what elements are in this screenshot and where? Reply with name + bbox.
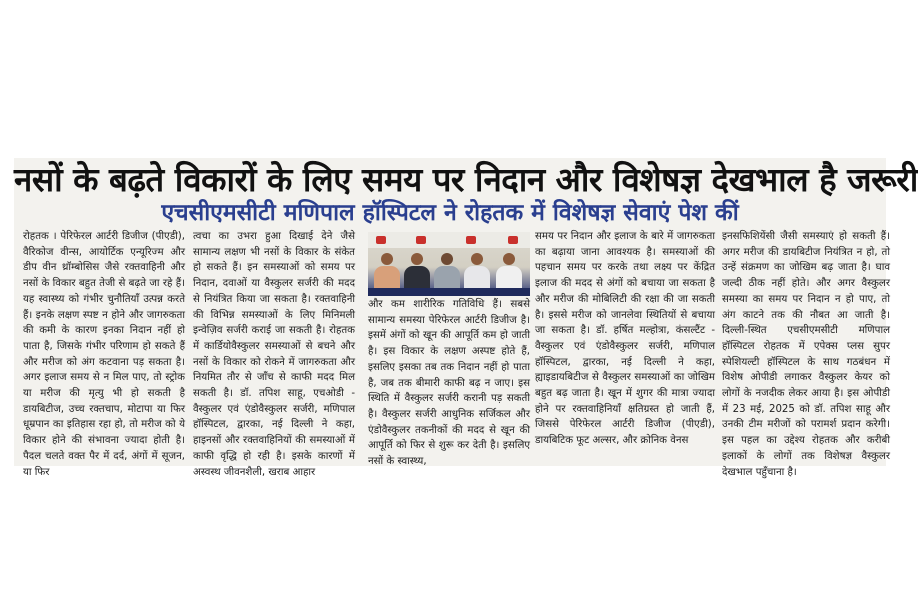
person-figure (464, 253, 490, 290)
logo-mark (376, 236, 386, 244)
logo-mark (508, 236, 518, 244)
person-figure (434, 253, 460, 290)
table (368, 288, 530, 296)
logo-mark (416, 236, 426, 244)
person-figure (374, 253, 400, 290)
photo-backdrop-banner (368, 232, 530, 248)
person-figure (496, 253, 522, 290)
article-column-1: रोहतक । पेरिफेरल आर्टरी डिजीज (पीएडी), वैरिकोज वीन्स, आयोर्टिक एन्यूरिज्म और डीप वीन थ्रॉम्बोसिस जैसे रक्तवाहिनी और नसों के विकार बहुत तेजी से बढ़ते जा रहे हैं। यह स्वास्थ्य को गंभीर चुनौतियाँ उत्पन्न करते हैं। इनके लक्षण स्पष्ट न होने और जागरुकता की कमी के कारण इनका निदान नहीं हो पाता है, जिसके गंभीर परिणाम हो सकते हैं और मरीज को अंग कटवाना पड़ सकता है। अगर इलाज समय से न मिल पाए, तो स्ट्रोक या मरीज की मृत्यु भी हो सकती है डायबिटीज, उच्च रक्तचाप, मोटापा या फिर धूम्रपान का इतिहास रहा हो, तो मरीज को ये विकार होने की संभावना ज्यादा होती है। पैदल चलते वक्त पैर में दर्द, अंगों में सूजन, या फिर (23, 231, 185, 478)
logo-mark (466, 236, 476, 244)
article-headline: नसों के बढ़ते विकारों के लिए समय पर निदान और विशेषज्ञ देखभाल है जरूरी (14, 160, 918, 199)
article-subheadline: एचसीएमसीटी मणिपाल हॉस्पिटल ने रोहतक में विशेषज्ञ सेवाएं पेश कीं (161, 200, 739, 226)
article-column-2: त्वचा का उभरा हुआ दिखाई देने जैसे सामान्य लक्षण भी नसों के विकार के संकेत हो सकते हैं। इन समस्याओं को समय पर निदान, दवाओं या वैस्कुलर सर्जरी की मदद से नियंत्रित किया जा सकता है। रक्तवाहिनी की विभिन्न समस्याओं के लिए मिनिमली इन्वेज़िव सर्जरी कराई जा सकती है। रोहतक में कार्डियोवैस्कुलर समस्याओं से बचने और नसों के विकार को रोकने में जागरुकता और नियमित तौर से जाँच से काफी मदद मिल सकती है। डॉ. तपिश साहू, एचओडी - वैस्कुलर एवं एंडोवैस्कुलर सर्जरी, मणिपाल हॉस्पिटल, द्वारका, नई दिल्ली ने कहा, हाइनसों और रक्तवाहिनियों की समस्याओं में काफी वृद्धि हो रही है। इसके कारणों में अस्वस्थ जीवनशैली, खराब आहार (193, 231, 355, 478)
article-column-5: इनसफिशियेंसी जैसी समस्याएं हो सकती हैं। अगर मरीज की डायबिटीज नियंत्रित न हो, तो उन्हें संक्रमण का जोखिम बढ़ जाता है। घाव जल्दी ठीक नहीं होते। और अगर वैस्कुलर समस्या का समय पर निदान न हो पाए, तो अंग काटने तक की नौबत आ जाती है। दिल्ली-स्थित एचसीएमसीटी मणिपाल हॉस्पिटल रोहतक में एपेक्स प्लस सुपर स्पेशियल्टी हॉस्पिटल के साथ गठबंधन में विशेष ओपीडी लगाकर वैस्कुलर केयर को लोगों के नजदीक लेकर आया है। इस ओपीडी में 23 मई, 2025 को डॉ. तपिश साहू और उनकी टीम मरीजों को परामर्श प्रदान करेगी। इस पहल का उद्देश्य रोहतक और करीबी इलाकों के लोगों तक विशेषज्ञ वैस्कुलर देखभाल पहुँचाना है। (722, 231, 890, 478)
event-photo (368, 232, 530, 296)
article-column-3: और कम शारीरिक गतिविधि हैं। सबसे सामान्य समस्या पेरिफेरल आर्टरी डिजीज है। इसमें अंगों को खून की आपूर्ति कम हो जाती है। इस विकार के लक्षण अस्पष्ट होते हैं, इसलिए इसका तब तक निदान नहीं हो पाता है, जब तक बीमारी काफी बढ़ न जाए। इस स्थिति में वैस्कुलर सर्जरी करानी पड़ सकती है। वैस्कुलर सर्जरी आधुनिक सर्जिकल और एंडोवैस्कुलर तकनीकों की मदद से खून की आपूर्ति को फिर से शुरू कर देती है। इसलिए नसों के स्वास्थ्य, (368, 299, 530, 468)
person-figure (404, 253, 430, 290)
article-column-4: समय पर निदान और इलाज के बारे में जागरुकता का बढ़ाया जाना आवश्यक है। समस्याओं की पहचान समय पर करके तथा लक्ष्य पर केंद्रित इलाज की मदद से अंगों को बचाया जा सकता है और मरीज की मोबिलिटी की रक्षा की जा सकती है। इससे मरीज को जानलेवा स्थितियों से बचाया जा सकता है। डॉ. हर्षित मल्होत्रा, कंसल्टैंट - वैस्कुलर एवं एंडोवैस्कुलर सर्जरी, मणिपाल हॉस्पिटल, द्वारका, नई दिल्ली ने कहा, ह्याइडायबिटीज से वैस्कुलर समस्याओं का जोखिम बहुत बढ़ जाता है। खून में शुगर की मात्रा ज्यादा होने पर रक्तवाहिनियाँ क्षतिग्रस्त हो जाती हैं, जिससे पेरिफेरल आर्टरी डिजीज (पीएडी), डायबिटिक फूट अल्सर, और क्रोनिक वेनस (535, 231, 715, 447)
